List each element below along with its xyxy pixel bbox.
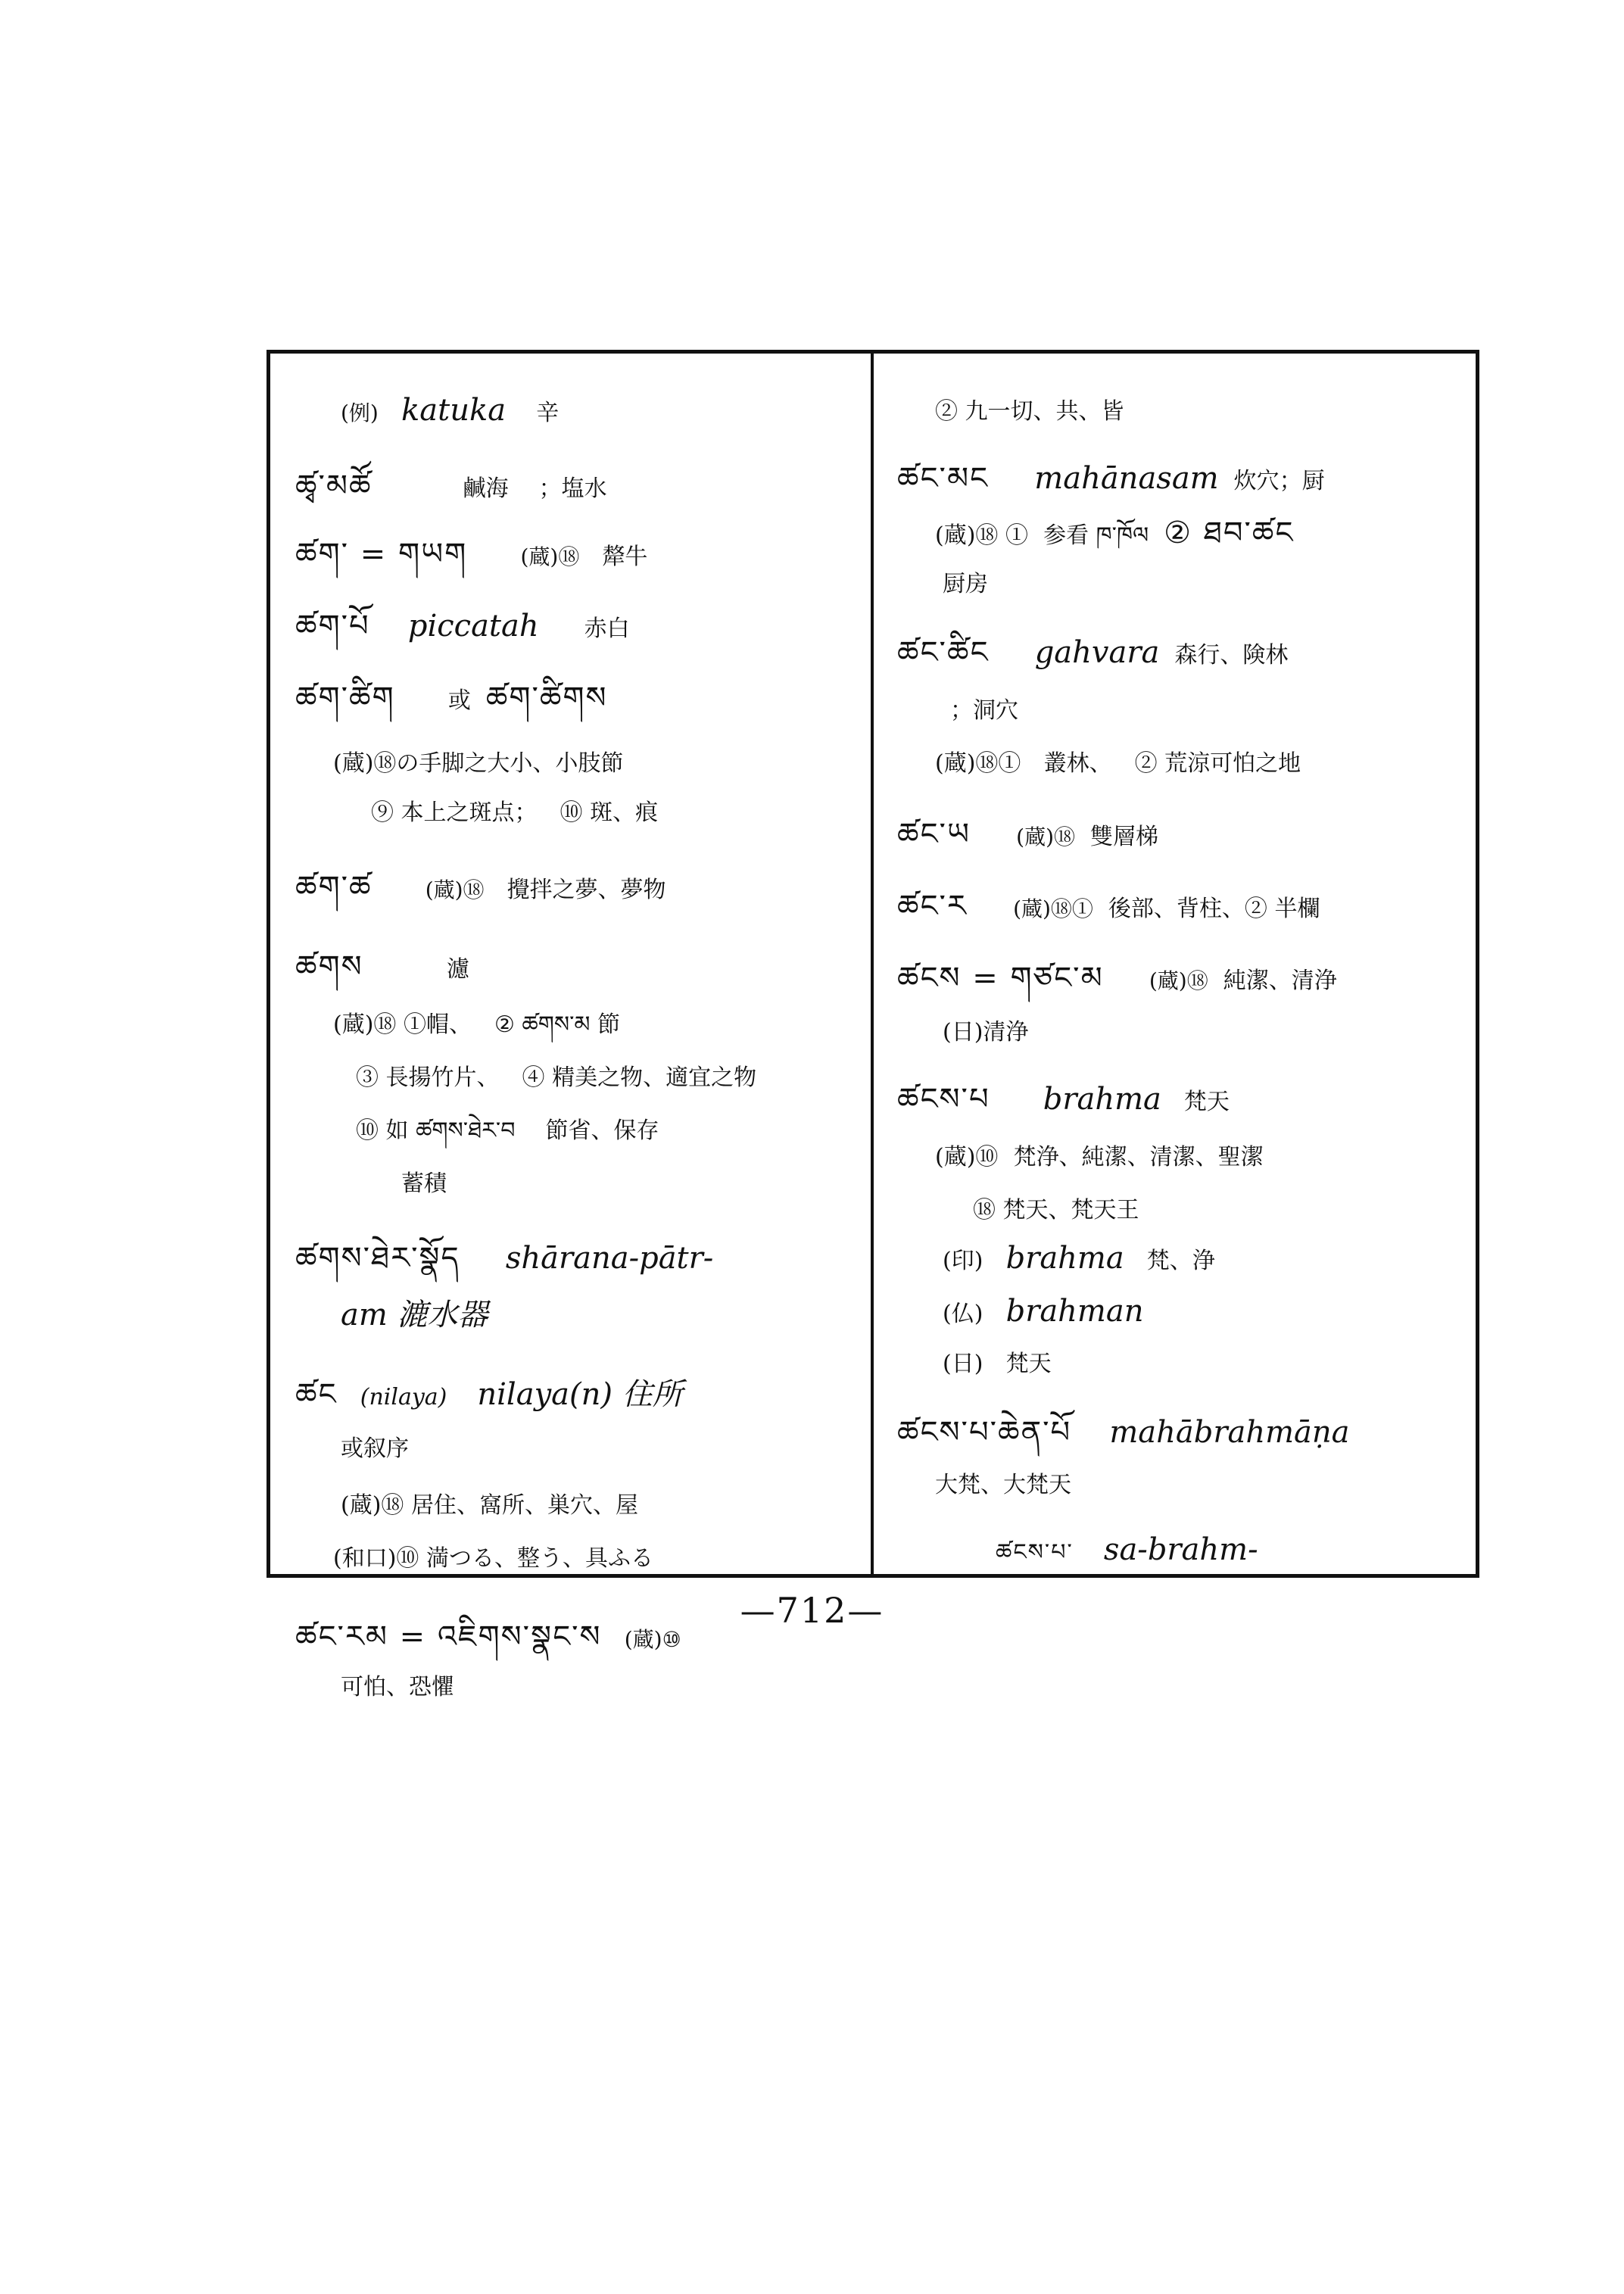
entry-line: ཚྭ་མཚོ 鹹海 ；塩水 — [295, 469, 607, 503]
entry-line: ཚང་རམ = འཇིགས་སྣང་ས (蔵)⑩ — [295, 1619, 681, 1654]
entry-line: (印) brahma 梵、浄 — [943, 1241, 1215, 1276]
entry-line: ཚངས = གཙང་མ (蔵)⑱ 純潔、清浄 — [897, 961, 1337, 996]
entry-line: ⑩ 如 ཚགས་ཐེར་བ 節省、保存 — [356, 1117, 659, 1144]
entry-line: ཚག་ཚ (蔵)⑱ 攪拌之夢、夢物 — [295, 870, 666, 905]
entry-line: (日)清浄 — [943, 1019, 1029, 1046]
entry-line: ཚག་ = གཡག (蔵)⑱ 犛牛 — [295, 537, 648, 572]
entry-line: ；洞穴 — [950, 697, 1018, 724]
entry-line: (蔵)⑩ 梵浄、純潔、清潔、聖潔 — [935, 1144, 1264, 1170]
entry-line: (仏) brahman — [943, 1294, 1144, 1329]
entry-line: ཚགས 濾 — [295, 949, 469, 984]
entry-line: ཚག་ཚིག 或 ཚག་ཚིགས — [295, 681, 608, 715]
column-divider — [871, 350, 874, 1578]
entry-line: (蔵)⑱ ① 参看 ཁ་ཁོལ ② ཐབ་ཚང — [935, 516, 1295, 550]
entry-line: (蔵)⑱ ①帽、 ② ཚགས་མ 節 — [333, 1011, 621, 1038]
entry-line: ② 九一切、共、皆 — [935, 398, 1124, 425]
entry-line: ⑨ 本上之斑点； ⑩ 斑、痕 — [371, 799, 659, 826]
right-column — [890, 350, 1465, 1578]
entry-line: ③ 長揚竹片、 ④ 精美之物、適宜之物 — [356, 1064, 757, 1091]
entry-line: ཚང་མང mahānasam 炊穴；厨 — [897, 461, 1325, 496]
entry-line: ཚང་ཚིང gahvara 森行、険林 — [897, 635, 1289, 670]
entry-line: (蔵)⑱① 叢林、 ② 荒涼可怕之地 — [935, 750, 1301, 777]
entry-line: ཚང་ཡ (蔵)⑱ 雙層梯 — [897, 817, 1158, 852]
entry-line: ཚགས་ཐེར་སྣོད shārana-pātr- — [295, 1241, 714, 1276]
page-number: —712— — [740, 1590, 884, 1631]
entry-line: ཚང་ར (蔵)⑱① 後部、背柱、② 半欄 — [897, 889, 1320, 924]
entry-line: ཚངས་པ་ sa-brahm- — [996, 1532, 1258, 1567]
entry-line: (蔵)⑱の手脚之大小、小肢節 — [333, 750, 624, 777]
entry-line: 厨房 — [943, 571, 988, 597]
entry-line: 蓄積 — [401, 1170, 447, 1197]
entry-line: am 漉水器 — [341, 1298, 488, 1332]
entry-line: ཚངས་པ brahma 梵天 — [897, 1082, 1230, 1117]
entry-line: ⑱ 梵天、梵天王 — [973, 1197, 1139, 1223]
entry-line: 或叙序 — [341, 1435, 409, 1462]
entry-line: ཚག་པོ piccatah 赤白 — [295, 609, 630, 644]
entry-line: (例) katuka 辛 — [341, 393, 560, 428]
entry-line: (和口)⑩ 満つる、整う、具ふる — [333, 1545, 653, 1572]
entry-line: (日) 梵天 — [943, 1351, 1052, 1377]
entry-line: (蔵)⑱ 居住、窩所、巣穴、屋 — [341, 1492, 638, 1519]
entry-line: ཚངས་པ་ཆེན་པོ mahābrahmāṇa — [897, 1415, 1350, 1450]
entry-line: 可怕、恐懼 — [341, 1674, 454, 1700]
entry-line: 大梵、大梵天 — [935, 1472, 1071, 1498]
entry-line: ཚང (nilaya) nilaya(n) 住所 — [295, 1377, 683, 1412]
